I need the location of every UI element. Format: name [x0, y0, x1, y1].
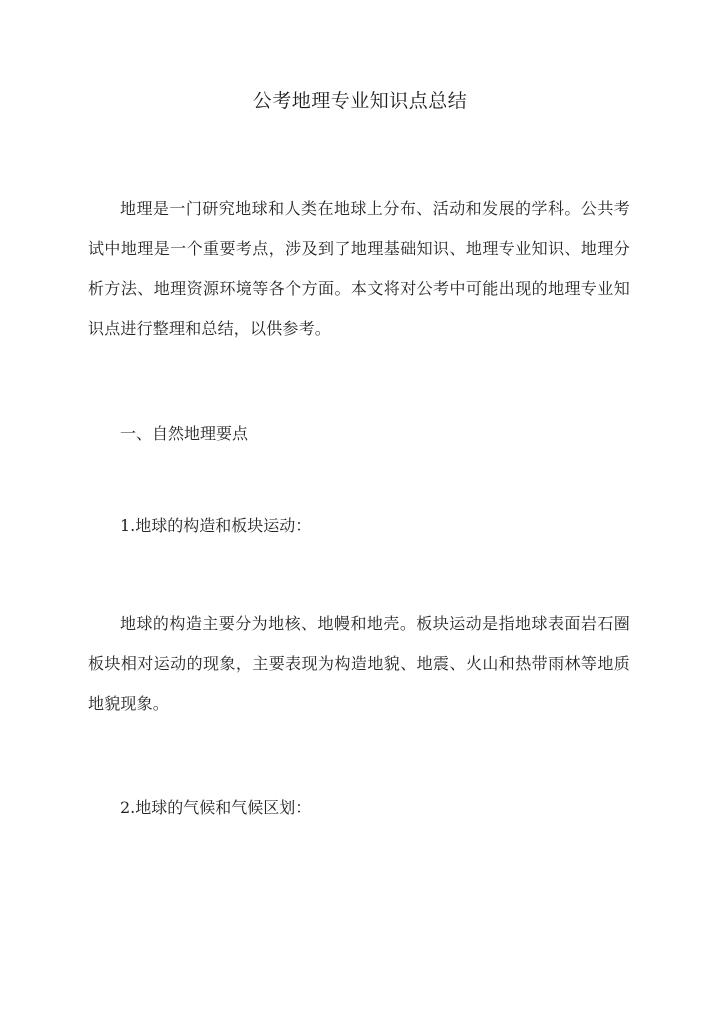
document-title: 公考地理专业知识点总结	[252, 90, 468, 112]
subsection-heading-climate: 2.地球的气候和气候区划：	[120, 798, 312, 817]
earth-structure-paragraph: 地球的构造主要分为地核、地幔和地壳。板块运动是指地球表面岩石圈板块相对运动的现象，主要表现为构造地貌、地震、火山和热带雨林等地质地貌现象。	[88, 614, 630, 713]
intro-paragraph: 地理是一门研究地球和人类在地球上分布、活动和发展的学科。公共考试中地理是一个重要考点，涉及到了地理基础知识、地理专业知识、地理分析方法、地理资源环境等各个方面。本文将对公考中可能出现的地理专业知识点进行整理和总结，以供参考。	[88, 199, 630, 338]
section-heading-natural-geography: 一、自然地理要点	[120, 424, 249, 443]
subsection-heading-earth-structure: 1.地球的构造和板块运动：	[120, 516, 312, 535]
